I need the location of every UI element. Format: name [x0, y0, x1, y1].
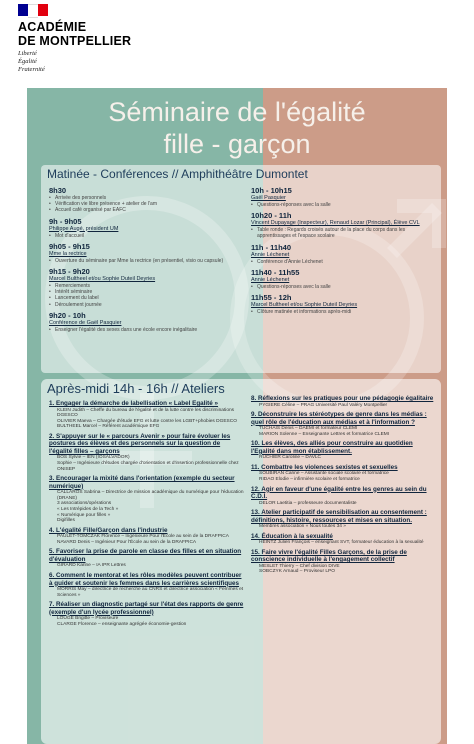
workshop-title: 11. Combattre les violences sexistes et sexuelles: [251, 463, 398, 471]
workshop-speaker: Digifilles: [57, 518, 75, 524]
workshop-title: 12. Agir en faveur d'une égalité entre les genres au sein du C.D.I.: [251, 485, 427, 501]
slot-item: • Enseigner l'égalité des sexes dans une école encore inégalitaire: [49, 327, 249, 333]
republic-flag-logo: [18, 4, 48, 16]
workshop-speaker: MARION Solenne – Enseignante Lettres et formatrice CLEMI: [259, 431, 390, 437]
slot-item: • Conférence d'Annie Léchenet: [251, 259, 437, 265]
workshop-speaker: TUCHAIS Denis – DAEMI et formateur CLEMI: [259, 426, 358, 432]
slot-time: 10h - 10h15: [251, 186, 292, 195]
workshop-speaker: NAVARD Denis – Ingénieur Pour l'École au sein de la DRAFPICA: [57, 539, 197, 545]
workshop-speaker: BOS Sylvie – IEN (IOSALVADOR): [57, 455, 130, 461]
slot-speaker: Annie Léchenet: [251, 251, 290, 258]
slot-speaker: Marcel Bultheel et/ou Sophie Duteil Deyries: [49, 276, 156, 283]
slot-time: 8h30: [49, 186, 67, 195]
workshop-item: [49, 475, 245, 524]
workshop-title: 1. Engager la démarche de labellisation « Label Egalité »: [49, 400, 219, 407]
workshop-speaker: KLEIN Judith – Cheffe du bureau de l'égalité et de la lutte contre les discriminations DGESCO: [57, 407, 235, 419]
workshop-speaker: MESLET Thierry – Chef division DIVE: [259, 563, 340, 569]
seminar-poster: [27, 88, 447, 744]
slot-speaker: Conférence de Gaël Pasquier: [49, 319, 122, 326]
workshop-speaker: « Numérique pour filles »: [57, 512, 111, 518]
poster-title-line-1: Séminaire de l'égalité: [108, 97, 366, 127]
workshop-item: [49, 400, 245, 430]
workshop-speaker: SOBCZYK Arnaud – Proviseur LPO: [259, 569, 335, 575]
workshop-title: 2. S'appuyer sur le « parcours Avenir » pour faire évoluer les postures des élèves et des personnels sur la question de l'égalité filles – garçons: [49, 432, 231, 455]
morning-right-column: [251, 183, 437, 317]
slot-item: • Questions-réponses avec la salle: [251, 284, 437, 290]
workshop-speaker: CALLAROS Sabrina – Directrice de mission académique du numérique pour l'éducation (DRANE): [57, 490, 244, 501]
motto-liberte: Liberté: [18, 50, 37, 57]
workshop-speaker: DELOR Laetitia – professeure documentaliste: [259, 500, 357, 506]
workshop-item: [251, 395, 435, 408]
workshop-speaker: RUCHIER Caroline – DAVLC: [259, 455, 322, 461]
workshop-speaker: Membres association « Nous toutes 34 »: [259, 524, 346, 530]
slot-speaker: Mme la rectrice: [49, 250, 87, 257]
schedule-slot: [49, 186, 249, 214]
schedule-slot: [251, 268, 437, 290]
slot-item: • Clôture matinée et informations après-midi: [251, 309, 437, 315]
slot-item: • Lancement du label: [49, 295, 249, 301]
workshop-title: 14. Éducation à la sexualité: [251, 532, 333, 540]
afternoon-heading: Après-midi 14h - 16h // Ateliers: [47, 381, 225, 396]
slot-speaker: Marcel Bultheel et/ou Sophie Duteil Deyries: [251, 302, 358, 309]
slot-time: 11h55 - 12h: [251, 293, 292, 303]
workshop-item: [251, 464, 435, 483]
workshop-title: 10. Les élèves, des alliés pour construire au quotidien l'Egalité dans mon établissement.: [251, 440, 413, 455]
workshop-speaker: PAULET-TOMCZAK Florence – Ingénieure Pour l'École au sein de la DRAFPICA: [57, 534, 229, 540]
workshop-item: [49, 572, 245, 598]
slot-time: 10h20 - 11h: [251, 211, 292, 221]
schedule-slot: [49, 217, 249, 239]
schedule-slot: [49, 311, 249, 333]
workshop-title: 9. Déconstruire les stéréotypes de genre dans les médias : quel rôle de l'éducation aux médias et à l'information ?: [251, 411, 427, 426]
poster-title-line-2: fille - garçon: [163, 129, 311, 159]
slot-time: 9h05 - 9h15: [49, 241, 90, 251]
workshops-right-column: [251, 395, 435, 578]
slot-item: • Intérêt séminaire: [49, 289, 249, 295]
workshop-item: [251, 549, 435, 575]
slot-item: • Table ronde : Regards croisés autour de la place du corps dans les apprentissages et l'espace scolaire: [251, 227, 437, 239]
slot-speaker: Gaël Pasquier: [251, 195, 286, 201]
workshop-speaker: PYGIERE Céline – PRAG Université Paul Valéry Montpellier: [259, 402, 388, 408]
workshop-speaker: SOUBIRAN Carine – Assistante sociale scolaire et formatrice: [259, 471, 389, 477]
slot-time: 9h15 - 9h20: [49, 267, 90, 277]
slot-time: 9h - 9h05: [49, 216, 82, 226]
workshop-speaker: RIDAO Elodie – infirmière scolaire et formatrice: [259, 476, 360, 482]
slot-speaker: Annie Léchenet: [251, 276, 290, 283]
schedule-slot: [49, 242, 249, 264]
workshop-speaker: OLIVIER Maeva – Chargée d'étude EFG et lutte contre les LGBT+phobies DGESCO: [57, 418, 237, 424]
workshop-title: 7. Réaliser un diagnostic partagé sur l'état des rapports de genre (exemple d'un lycée professionnel): [49, 601, 244, 616]
slot-item: • Arrivée des personnels: [49, 195, 249, 201]
slot-time: 11h - 11h40: [251, 242, 292, 252]
motto-egalite: Égalité: [18, 58, 37, 65]
workshop-title: 4. L'égalité Fille/Garçon dans l'industrie: [49, 526, 168, 534]
academy-line-1: ACADÉMIE: [18, 20, 87, 34]
flag-blue-stripe: [18, 4, 28, 16]
slot-speaker: Vincent Dupayage (Inspecteur), Renaud Lozar (Principal), Élève CVL: [251, 220, 420, 227]
schedule-slot: [251, 293, 437, 315]
slot-item: • Remerciements: [49, 283, 249, 289]
morning-left-column: [49, 183, 249, 335]
workshop-item: [49, 601, 245, 627]
slot-item: • Vérification vie libre présence + atelier de l'am: [49, 201, 249, 207]
slot-item: • Déroulement journée: [49, 302, 249, 308]
flag-red-stripe: [38, 4, 48, 16]
slot-item: • Questions-réponses avec la salle: [251, 202, 437, 208]
workshop-item: [251, 486, 435, 507]
workshop-speaker: BULTHEEL Marcel – Référent académique EFG: [57, 424, 160, 430]
workshop-speaker: GIRARD Karine – IA IPR Lettres: [57, 563, 126, 569]
slot-item: • Ouverture du séminaire par Mme la rectrice (en présentiel, visio ou capsule): [49, 258, 249, 264]
workshop-item: [251, 533, 435, 546]
slot-time: 11h40 - 11h55: [251, 267, 300, 277]
workshop-item: [49, 527, 245, 546]
workshop-title: 15. Faire vivre l'égalité Filles Garçons, de la prise de conscience individuelle à l'engagement collectif: [251, 548, 407, 564]
workshop-speaker: HEINTZ Julien François – enseignant SVT, formateur éducation à la sexualité: [259, 540, 424, 546]
workshop-title: 13. Atelier participatif de sensibilisation au consentement : définitions, histoire, ressources et mises en situation.: [251, 509, 427, 524]
morning-program-panel: [41, 165, 441, 373]
workshop-speaker: 3 associations/opérations: [57, 501, 112, 507]
workshop-title: 6. Comment le mentorat et les rôles modèles peuvent contribuer à guider et soutenir les femmes dans les carrières scientifiques: [49, 572, 242, 587]
workshop-item: [49, 433, 245, 472]
academy-name: [18, 20, 131, 48]
academy-line-2: DE MONTPELLIER: [18, 34, 132, 48]
workshop-item: [251, 509, 435, 530]
workshop-speaker: LOUGE Brigitte – Proviseure: [57, 616, 119, 622]
workshop-title: 5. Favoriser la prise de parole en classe des filles et en situation d'évaluation: [49, 548, 242, 563]
workshop-item: [251, 411, 435, 437]
workshop-item: [251, 440, 435, 461]
morning-heading: Matinée - Conférences // Amphithéâtre Dumontet: [47, 167, 308, 181]
slot-speaker: Philippe Augé, président UM: [49, 225, 119, 232]
schedule-slot: [49, 267, 249, 308]
header: [0, 0, 474, 88]
workshop-speaker: MORRIS May – directrice de recherche au CNRS et directrice association « Femmes et Sciences »: [57, 587, 244, 598]
motto-fraternite: Fraternité: [18, 66, 45, 73]
slot-item: • Accueil café organisé par EAFC: [49, 207, 249, 213]
slot-time: 9h20 - 10h: [49, 310, 86, 320]
schedule-slot: [251, 243, 437, 265]
workshop-speaker: Sophie – Ingénieure d'études chargée d'orientation et d'insertion professionnelle chez ONISEP: [57, 460, 239, 472]
workshop-speaker: CLARGE Florence – enseignante agrégée économie-gestion: [57, 621, 187, 627]
schedule-slot: [251, 211, 437, 239]
workshop-title: 8. Réflexions sur les pratiques pour une pédagogie égalitaire: [251, 395, 434, 402]
workshops-left-column: [49, 400, 245, 630]
afternoon-workshops-panel: [41, 379, 441, 744]
flag-white-stripe: [28, 4, 38, 18]
schedule-slot: [251, 186, 437, 208]
slot-item: • Mot d'accueil: [49, 233, 249, 239]
republic-motto: [18, 50, 45, 74]
workshop-item: [49, 548, 245, 569]
workshop-title: 3. Encourager la mixité dans l'orientation (exemple du secteur numérique): [49, 475, 235, 490]
workshop-speaker: « Les Intrépides de la Tech »: [57, 506, 119, 512]
